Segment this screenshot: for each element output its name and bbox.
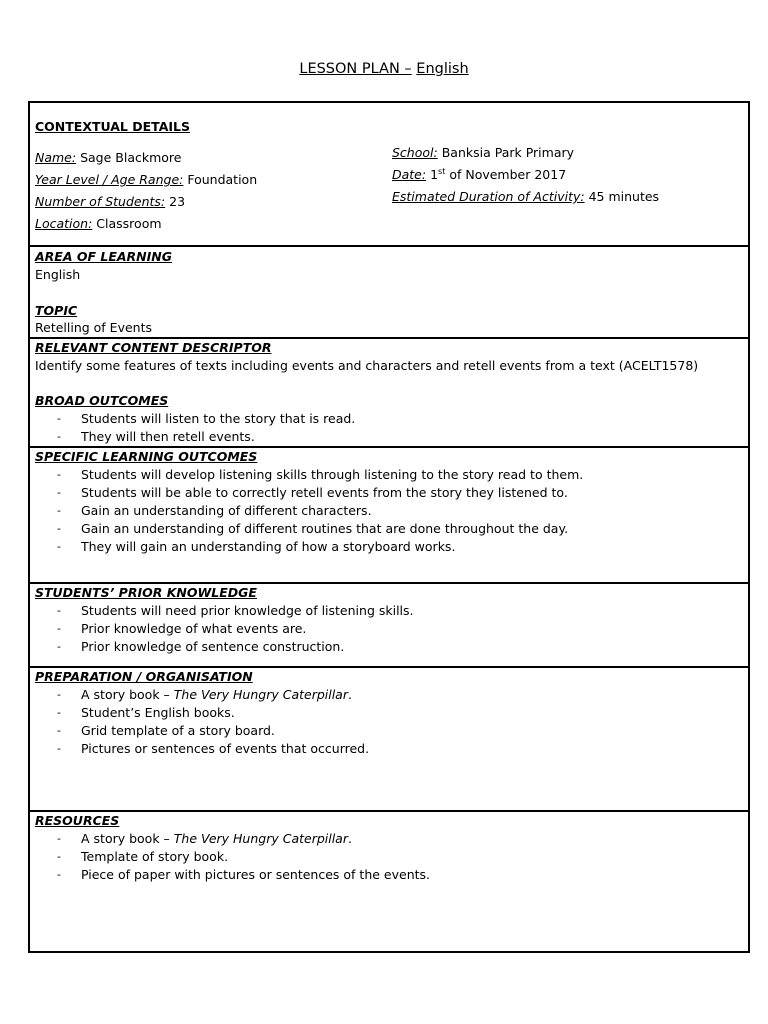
list-item: - Prior knowledge of sentence construction. <box>35 638 414 656</box>
book-title: The Very Hungry Caterpillar <box>173 687 348 702</box>
prior-section <box>30 582 748 668</box>
book-title: The Very Hungry Caterpillar <box>173 831 348 846</box>
broad-heading: BROAD OUTCOMES <box>35 393 169 408</box>
list-item <box>35 686 369 704</box>
date-row <box>392 166 566 184</box>
title-subject: English <box>416 61 469 77</box>
list-item: - Grid template of a story board. <box>35 722 369 740</box>
name-value: Sage Blackmore <box>80 150 182 165</box>
prior-heading: STUDENTS’ PRIOR KNOWLEDGE <box>35 585 257 600</box>
students-row <box>35 193 185 211</box>
resources-list <box>35 830 430 884</box>
list-item: - Students will be able to correctly retell events from the story they listened to. <box>35 484 583 502</box>
list-item: - Piece of paper with pictures or sentences of the events. <box>35 866 430 884</box>
resources-section <box>30 810 748 953</box>
specific-section <box>30 446 748 584</box>
book-prefix: A story book – <box>81 687 170 702</box>
list-item: - Students will listen to the story that is read. <box>35 410 355 428</box>
list-item <box>35 830 430 848</box>
school-row <box>392 144 574 162</box>
area-section <box>30 245 748 339</box>
name-label: Name: <box>35 150 77 165</box>
school-value: Banksia Park Primary <box>441 145 575 160</box>
content-text: Identify some features of texts including events and characters and retell events from a text (ACELT1578) <box>35 358 699 373</box>
year-value: Foundation <box>187 172 258 187</box>
location-label: Location: <box>35 216 93 231</box>
duration-row <box>392 188 659 206</box>
document-title <box>0 61 768 77</box>
book-suffix: . <box>347 831 352 846</box>
duration-value: 45 minutes <box>588 189 660 204</box>
date-label: Date: <box>392 167 427 182</box>
book-prefix: A story book – <box>81 831 170 846</box>
resources-heading: RESOURCES <box>35 813 120 828</box>
name-row <box>35 149 181 167</box>
year-row <box>35 171 257 189</box>
book-suffix: . <box>347 687 352 702</box>
specific-list <box>35 466 583 556</box>
list-item: - Template of story book. <box>35 848 430 866</box>
title-main: LESSON PLAN – <box>299 61 412 77</box>
specific-heading: SPECIFIC LEARNING OUTCOMES <box>35 449 258 464</box>
content-section <box>30 337 748 448</box>
content-heading: RELEVANT CONTENT DESCRIPTOR <box>35 340 272 355</box>
topic-heading: TOPIC <box>35 303 78 318</box>
preparation-section <box>30 666 748 812</box>
broad-list <box>35 410 355 446</box>
duration-label: Estimated Duration of Activity: <box>392 189 585 204</box>
topic-value: Retelling of Events <box>35 320 152 335</box>
location-value: Classroom <box>96 216 162 231</box>
location-row <box>35 215 162 233</box>
preparation-list <box>35 686 369 758</box>
list-item: - Pictures or sentences of events that occurred. <box>35 740 369 758</box>
preparation-heading: PREPARATION / ORGANISATION <box>35 669 253 684</box>
area-value: English <box>35 267 81 282</box>
date-day: 1 <box>430 167 439 182</box>
list-item: - Students will develop listening skills through listening to the story read to them. <box>35 466 583 484</box>
list-item: - Gain an understanding of different routines that are done throughout the day. <box>35 520 583 538</box>
date-rest: of November 2017 <box>449 167 567 182</box>
list-item: - They will gain an understanding of how a storyboard works. <box>35 538 583 556</box>
list-item: - Prior knowledge of what events are. <box>35 620 414 638</box>
school-label: School: <box>392 145 438 160</box>
contextual-heading: CONTEXTUAL DETAILS <box>35 119 191 134</box>
prior-list <box>35 602 414 656</box>
year-label: Year Level / Age Range: <box>35 172 184 187</box>
lesson-plan-table <box>28 101 750 953</box>
list-item: - Student’s English books. <box>35 704 369 722</box>
list-item: - Gain an understanding of different characters. <box>35 502 583 520</box>
list-item: - Students will need prior knowledge of listening skills. <box>35 602 414 620</box>
date-sup: st <box>438 166 446 176</box>
list-item: - They will then retell events. <box>35 428 355 446</box>
students-value: 23 <box>169 194 186 209</box>
students-label: Number of Students: <box>35 194 166 209</box>
area-heading: AREA OF LEARNING <box>35 249 173 264</box>
